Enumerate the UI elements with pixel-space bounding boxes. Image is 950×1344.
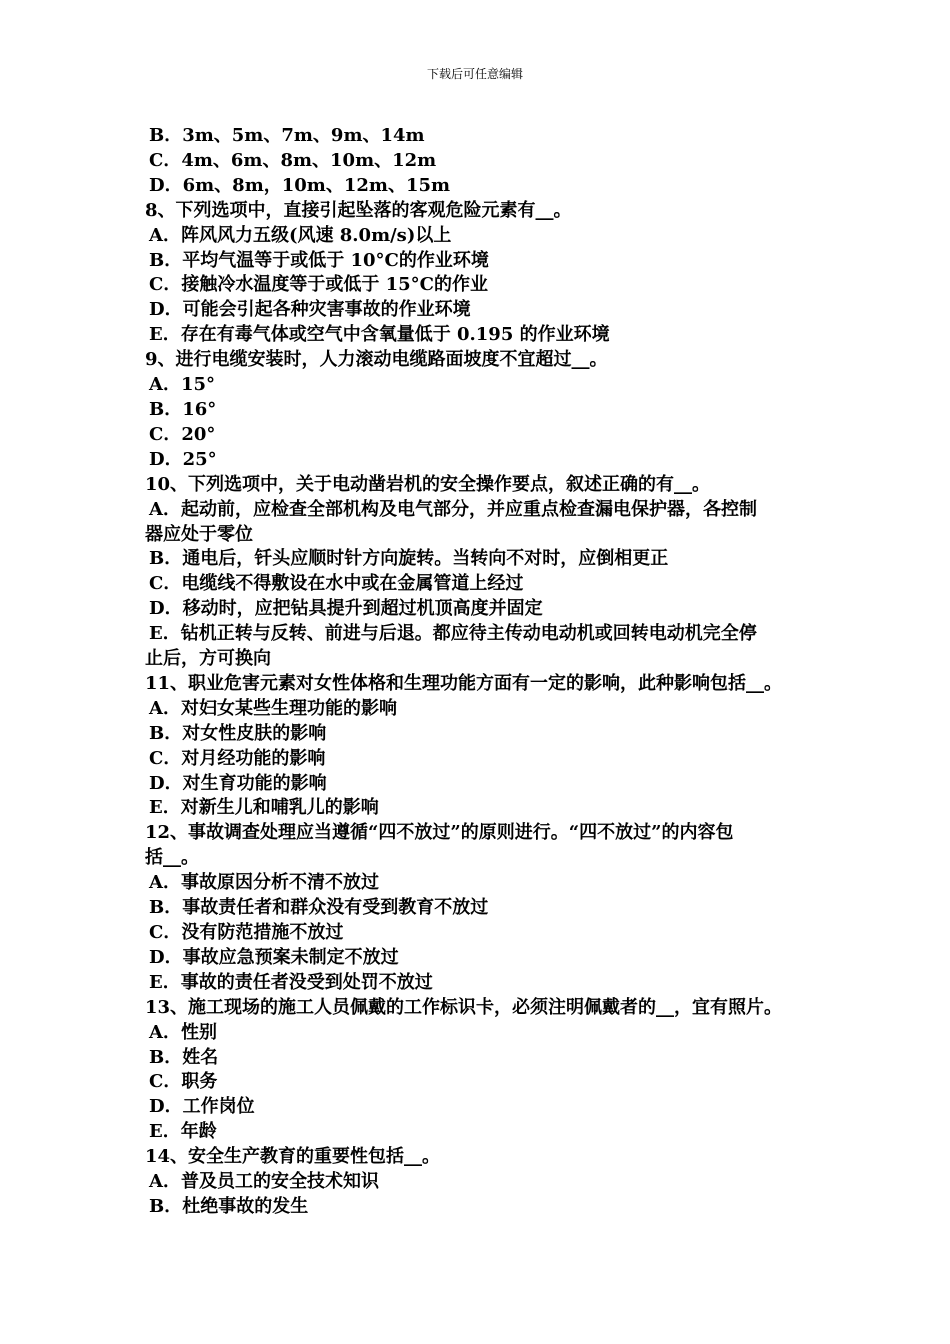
question-line: 11、职业危害元素对女性体格和生理功能方面有一定的影响，此种影响包括__。 (145, 672, 783, 694)
option-line: C．没有防范措施不放过 (149, 922, 344, 943)
option-line: E．事故的责任者没受到处罚不放过 (149, 971, 433, 993)
option-line: E．钻机正转与反转、前进与后退。都应待主传动电动机或回转电动机完全停 (149, 623, 757, 645)
option-line: E．年龄 (149, 1121, 217, 1143)
option-line: E．存在有毒气体或空气中含氧量低于 0.195 的作业环境 (149, 324, 610, 346)
option-line: A．起动前，应检查全部机构及电气部分，并应重点检查漏电保护器，各控制 (149, 498, 757, 520)
option-line: C．职务 (149, 1071, 218, 1093)
option-line: C．对月经功能的影响 (149, 747, 326, 769)
option-line: D．事故应急预案未制定不放过 (149, 946, 399, 968)
option-line: D．可能会引起各种灾害事故的作业环境 (149, 299, 471, 321)
option-line: E．对新生儿和哺乳儿的影响 (149, 797, 379, 819)
question-line: 8、下列选项中，直接引起坠落的客观危险元素有__。 (145, 199, 572, 221)
question-line: 13、施工现场的施工人员佩戴的工作标识卡，必须注明佩戴者的__，宜有照片。 (145, 996, 783, 1018)
option-line: B．平均气温等于或低于 10°C的作业环境 (149, 249, 489, 271)
option-line: B．16° (149, 398, 217, 420)
option-line: D．对生育功能的影响 (149, 772, 327, 794)
option-line: D．6m、8m，10m、12m、15m (149, 174, 451, 196)
option-line: B．事故责任者和群众没有受到教育不放过 (149, 897, 489, 919)
option-line: B．3m、5m、7m、9m、14m (149, 125, 425, 146)
option-line: B．通电后，钎头应顺时针方向旋转。当转向不对时，应倒相更正 (149, 548, 669, 570)
question-line: 10、下列选项中，关于电动凿岩机的安全操作要点，叙述正确的有__。 (145, 473, 711, 495)
option-line: C．4m、6m、8m、10m、12m (149, 149, 437, 171)
continuation-line: 括__。 (145, 847, 199, 869)
option-line: C．电缆线不得敷设在水中或在金属管道上经过 (149, 573, 524, 595)
option-line: B．姓名 (149, 1046, 219, 1068)
document-body (145, 124, 820, 1220)
option-line: A．对妇女某些生理功能的影响 (149, 697, 397, 719)
question-line: 9、进行电缆安装时，人力滚动电缆路面坡度不宜超过__。 (145, 349, 608, 371)
option-line: B．杜绝事故的发生 (149, 1195, 309, 1217)
question-line: 14、安全生产教育的重要性包括__。 (145, 1146, 441, 1168)
continuation-line: 器应处于零位 (145, 523, 253, 545)
option-line: C．20° (149, 423, 216, 445)
option-line: A．事故原因分析不清不放过 (149, 872, 379, 894)
option-line: A．阵风风力五级(风速 8.0m/s)以上 (149, 224, 452, 246)
option-line: B．对女性皮肤的影响 (149, 722, 327, 744)
page-header: 下载后可任意编辑 (426, 67, 523, 81)
question-line: 12、事故调查处理应当遵循“四不放过”的原则进行。“四不放过”的内容包 (145, 822, 734, 844)
continuation-line: 止后，方可换向 (145, 648, 271, 670)
option-line: C．接触冷水温度等于或低于 15°C的作业 (149, 274, 488, 296)
option-line: A．性别 (149, 1021, 217, 1043)
option-line: D．25° (149, 448, 217, 470)
option-line: D．移动时，应把钻具提升到超过机顶高度并固定 (149, 598, 543, 620)
option-line: A．普及员工的安全技术知识 (149, 1171, 379, 1193)
option-line: A．15° (149, 374, 216, 396)
option-line: D．工作岗位 (149, 1096, 255, 1118)
